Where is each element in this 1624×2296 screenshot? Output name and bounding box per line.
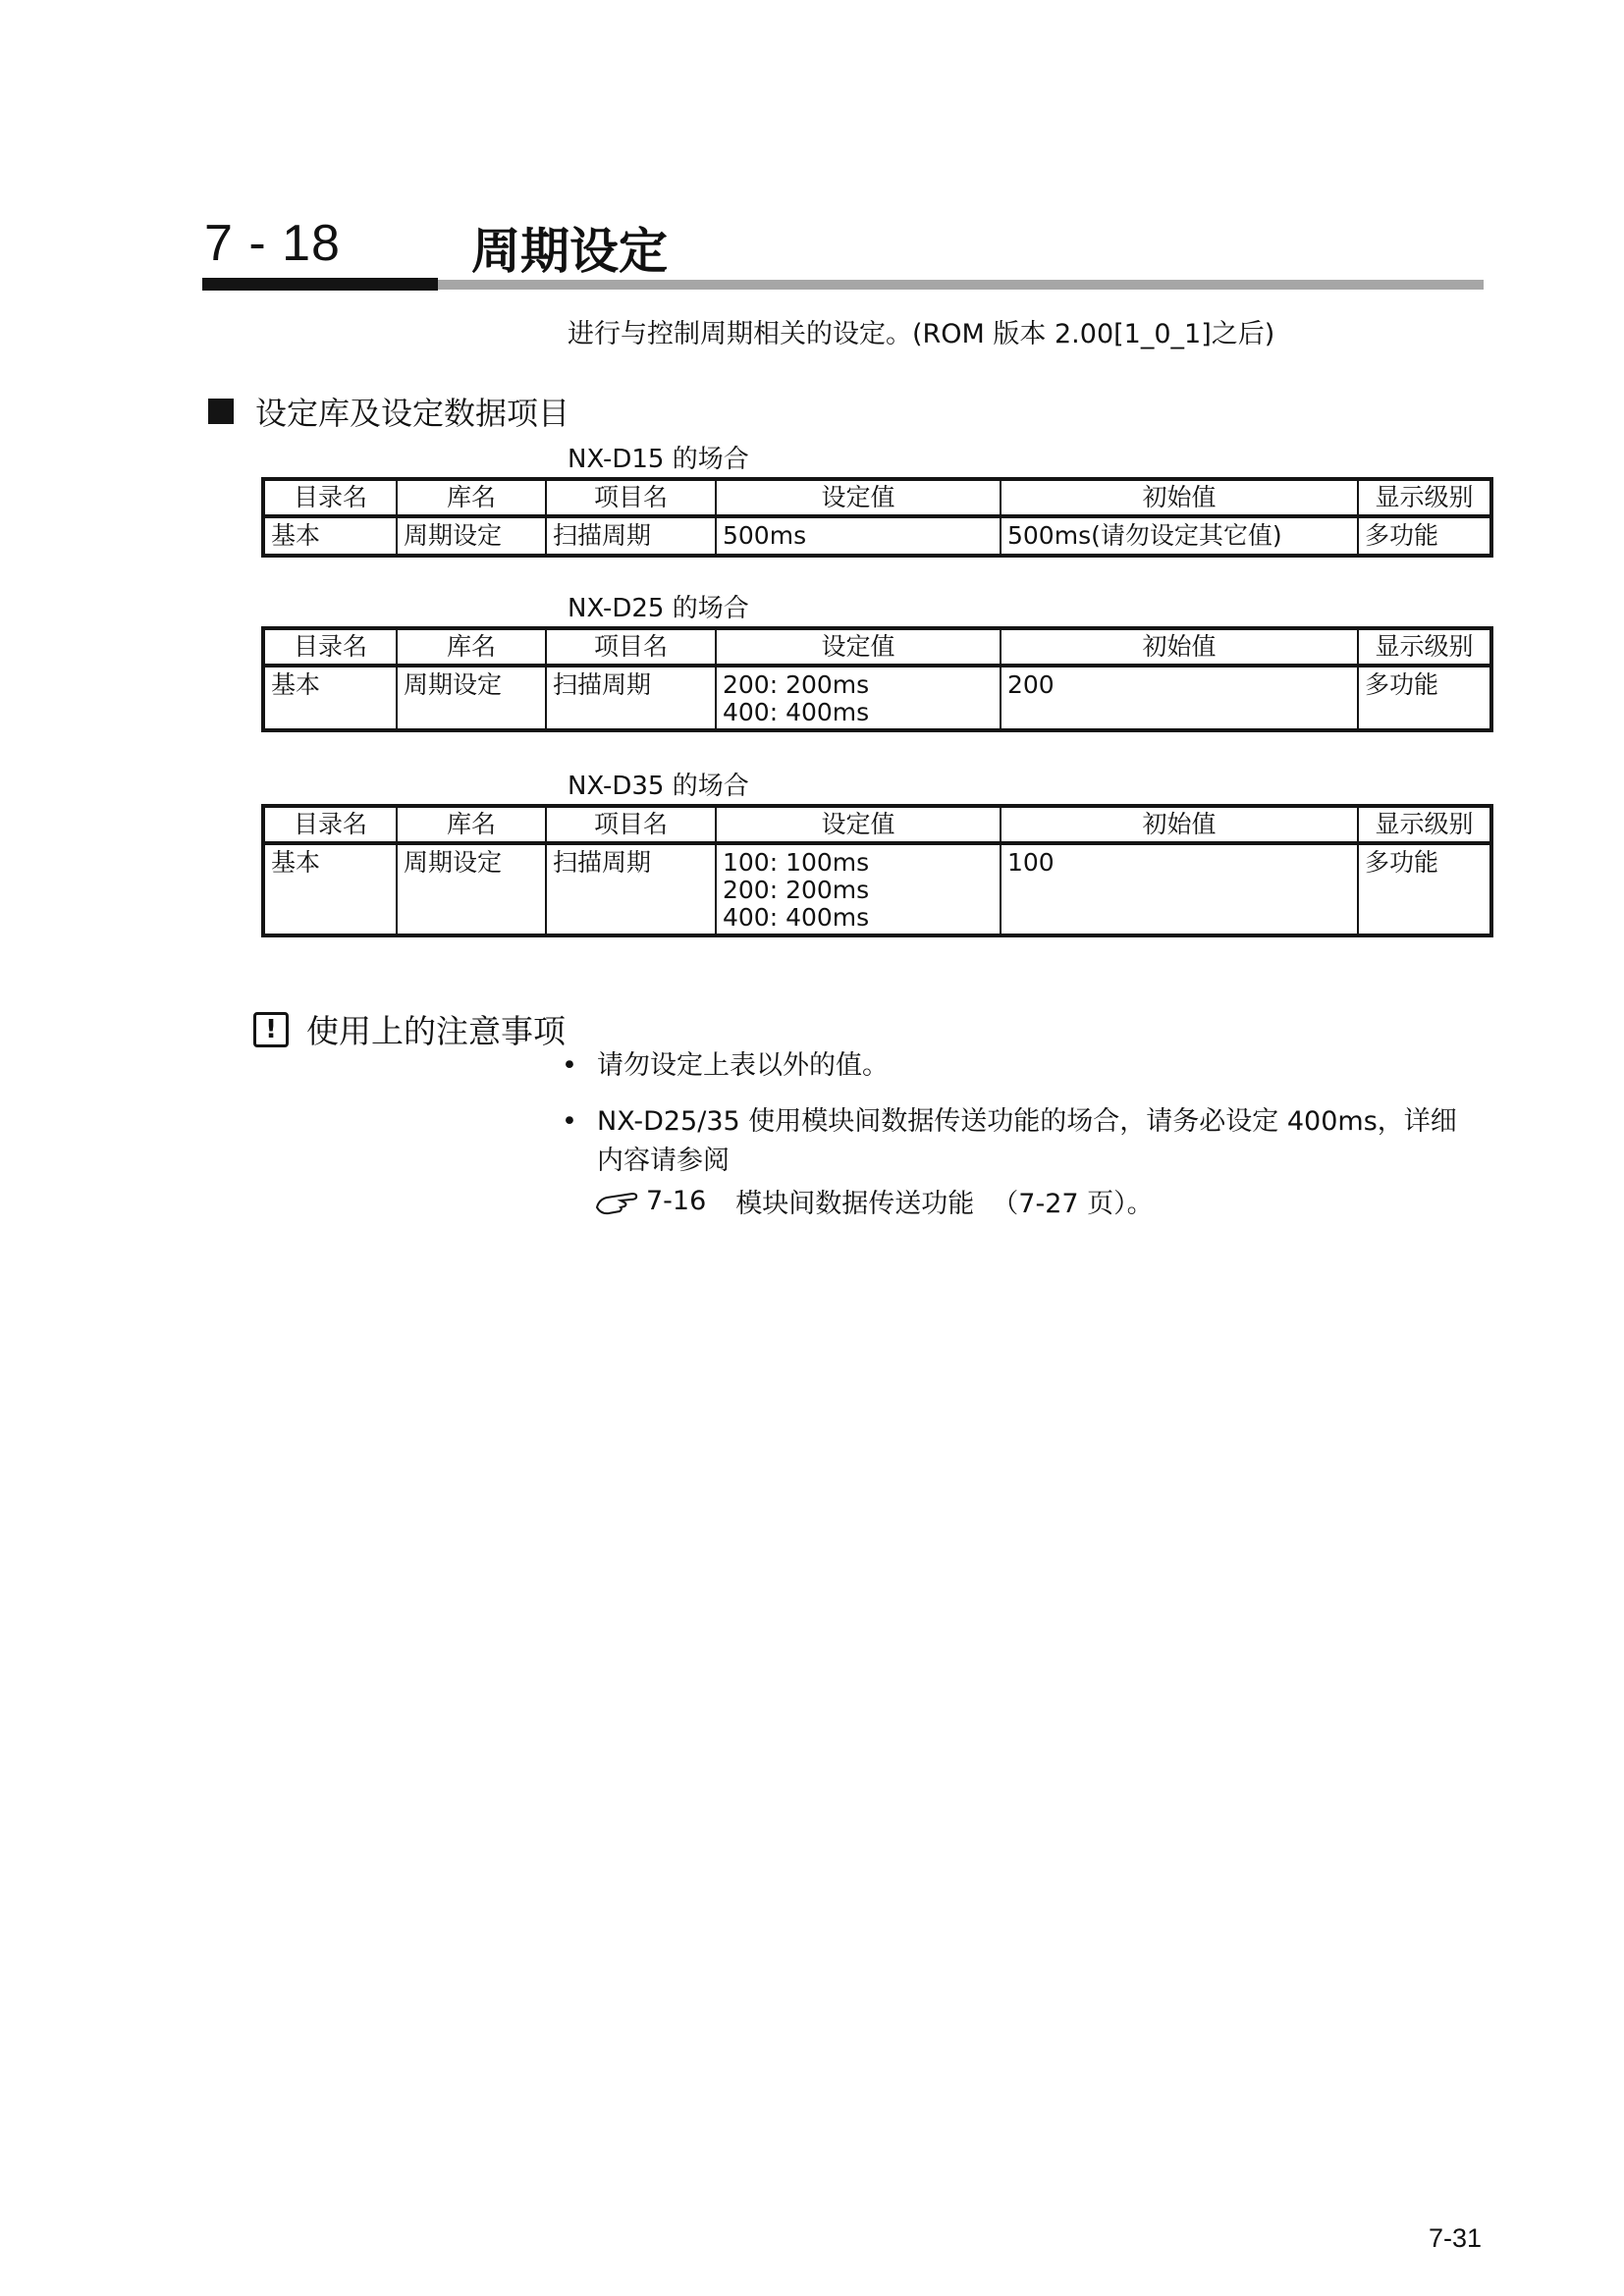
level-cell: 多功能 bbox=[1358, 843, 1491, 935]
item-cell: 扫描周期 bbox=[546, 666, 716, 730]
subsection-heading-text: 设定库及设定数据项目 bbox=[255, 395, 570, 432]
page-number: 7-31 bbox=[1429, 2223, 1483, 2253]
table-caption: NX-D15 的场合 bbox=[568, 445, 749, 474]
initial-cell: 200 bbox=[1001, 666, 1358, 730]
value-option: 400: 400ms bbox=[723, 903, 870, 932]
note-text: NX-D25/35 使用模块间数据传送功能的场合，请务必设定 400ms，详细 bbox=[597, 1106, 1457, 1137]
level-cell: 多功能 bbox=[1358, 516, 1491, 556]
value-option: 200: 200ms bbox=[723, 876, 870, 904]
table-row bbox=[263, 516, 1491, 556]
settings-table-d15 bbox=[261, 477, 1493, 558]
table-row bbox=[263, 843, 1491, 935]
col-header: 显示级别 bbox=[1358, 628, 1491, 666]
col-header: 目录名 bbox=[263, 628, 397, 666]
notes-heading bbox=[253, 1006, 566, 1052]
value-cell bbox=[716, 843, 1001, 935]
item-cell: 扫描周期 bbox=[546, 516, 716, 556]
col-header: 库名 bbox=[397, 628, 546, 666]
title-rule-dark bbox=[202, 278, 438, 291]
catalog-cell: 基本 bbox=[263, 843, 397, 935]
catalog-cell: 基本 bbox=[263, 666, 397, 730]
warning-icon: ! bbox=[253, 1012, 289, 1047]
intro-text: 进行与控制周期相关的设定。(ROM 版本 2.00[1_0_1]之后) bbox=[568, 319, 1275, 349]
catalog-cell: 基本 bbox=[263, 516, 397, 556]
col-header: 设定值 bbox=[716, 628, 1001, 666]
notes-title: 使用上的注意事项 bbox=[306, 1012, 566, 1050]
value-option: 100: 100ms bbox=[723, 848, 870, 877]
reference-title: 模块间数据传送功能 bbox=[735, 1189, 975, 1219]
table-caption: NX-D35 的场合 bbox=[568, 772, 749, 801]
col-header: 初始值 bbox=[1001, 628, 1358, 666]
note-bullet bbox=[562, 1046, 889, 1086]
col-header: 目录名 bbox=[263, 806, 397, 843]
col-header: 库名 bbox=[397, 479, 546, 516]
value-cell bbox=[716, 666, 1001, 730]
note-text: 请勿设定上表以外的值。 bbox=[597, 1050, 889, 1081]
col-header: 库名 bbox=[397, 806, 546, 843]
section-number: 7 - 18 bbox=[204, 215, 341, 272]
col-header: 初始值 bbox=[1001, 479, 1358, 516]
value-option: 200: 200ms bbox=[723, 670, 870, 699]
settings-table-d25 bbox=[261, 626, 1493, 732]
subsection-heading bbox=[208, 389, 569, 434]
table-header-row bbox=[263, 806, 1491, 843]
table-row bbox=[263, 666, 1491, 730]
value-option: 500ms bbox=[723, 521, 807, 550]
square-bullet-icon bbox=[208, 399, 234, 424]
reference-page: （7-27 页）。 bbox=[992, 1189, 1154, 1219]
col-header: 初始值 bbox=[1001, 806, 1358, 843]
value-cell bbox=[716, 516, 1001, 556]
value-option: 400: 400ms bbox=[723, 698, 870, 726]
table-header-row bbox=[263, 479, 1491, 516]
reference-section: 7-16 bbox=[646, 1186, 707, 1216]
pointing-hand-icon bbox=[595, 1188, 640, 1215]
initial-cell: 100 bbox=[1001, 843, 1358, 935]
section-title: 周期设定 bbox=[471, 223, 668, 280]
level-cell: 多功能 bbox=[1358, 666, 1491, 730]
title-rule-gray bbox=[438, 280, 1484, 290]
bank-cell: 周期设定 bbox=[397, 516, 546, 556]
col-header: 项目名 bbox=[546, 806, 716, 843]
col-header: 目录名 bbox=[263, 479, 397, 516]
table-caption: NX-D25 的场合 bbox=[568, 594, 749, 623]
settings-table-d35 bbox=[261, 804, 1493, 937]
col-header: 显示级别 bbox=[1358, 806, 1491, 843]
note-text-continued: 内容请参阅 bbox=[597, 1146, 730, 1176]
col-header: 项目名 bbox=[546, 628, 716, 666]
col-header: 设定值 bbox=[716, 806, 1001, 843]
bank-cell: 周期设定 bbox=[397, 666, 546, 730]
col-header: 项目名 bbox=[546, 479, 716, 516]
bank-cell: 周期设定 bbox=[397, 843, 546, 935]
bullet-dot: • bbox=[562, 1106, 577, 1137]
col-header: 设定值 bbox=[716, 479, 1001, 516]
item-cell: 扫描周期 bbox=[546, 843, 716, 935]
table-header-row bbox=[263, 628, 1491, 666]
cross-reference[interactable] bbox=[595, 1182, 1154, 1220]
bullet-dot: • bbox=[562, 1050, 577, 1081]
initial-cell: 500ms(请勿设定其它值) bbox=[1001, 516, 1358, 556]
col-header: 显示级别 bbox=[1358, 479, 1491, 516]
note-bullet bbox=[562, 1102, 1457, 1181]
